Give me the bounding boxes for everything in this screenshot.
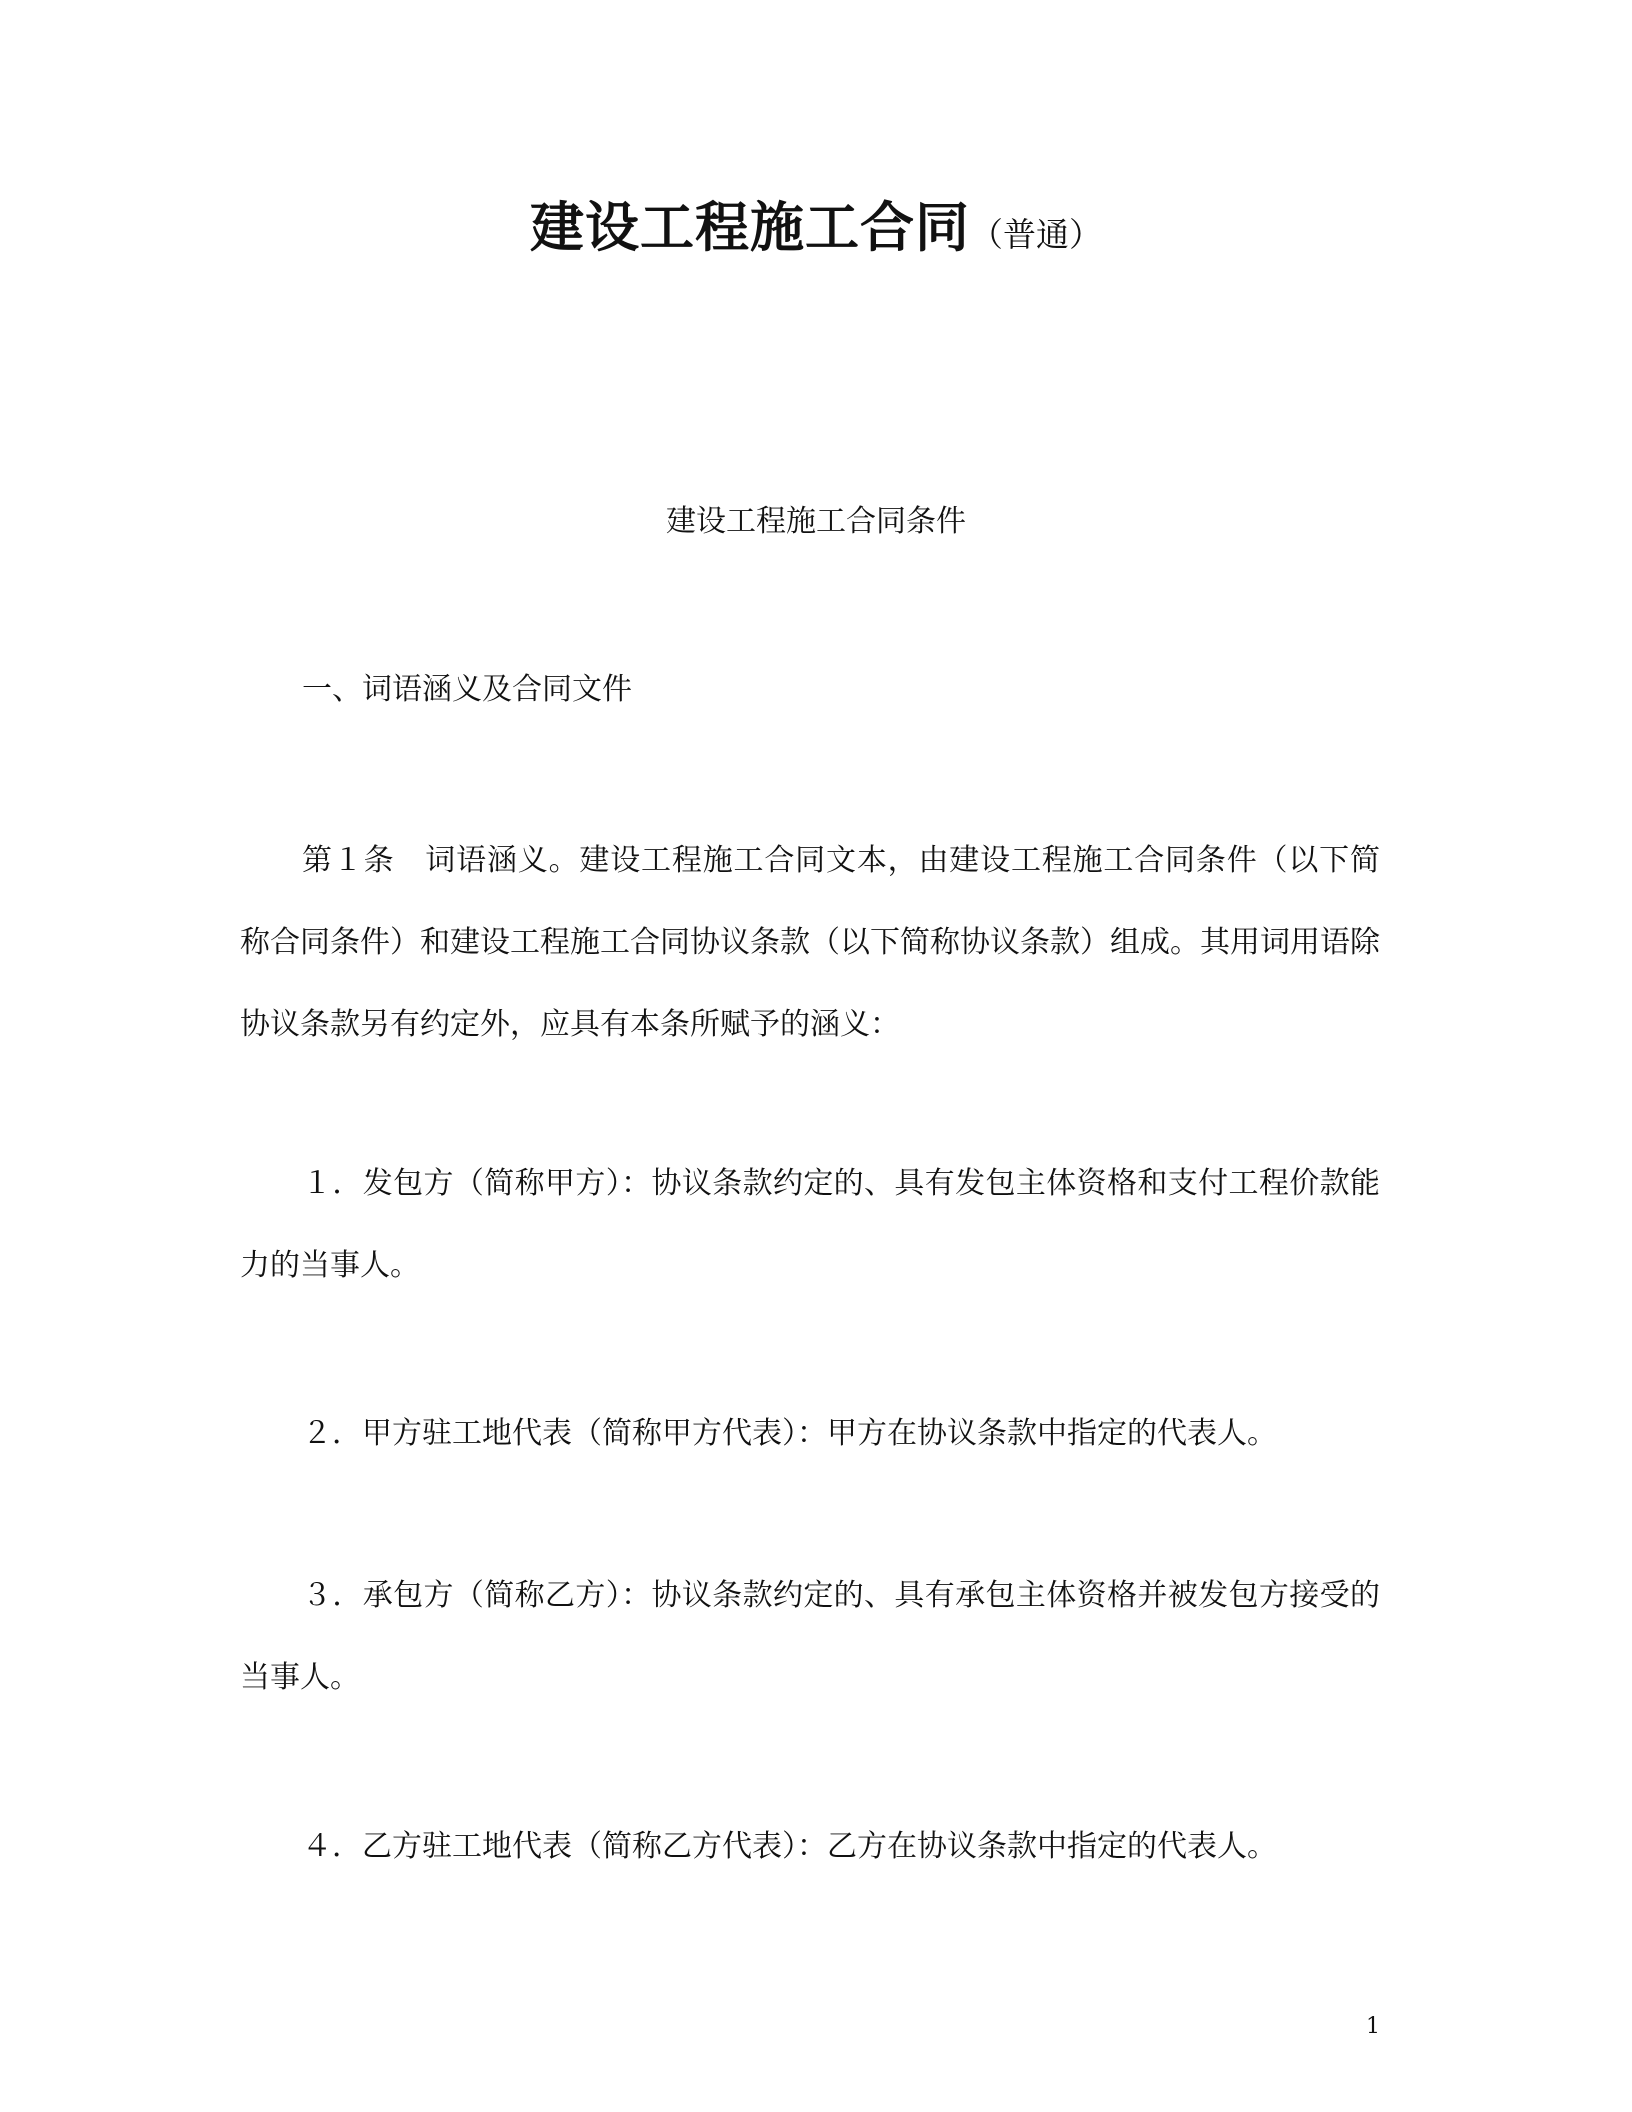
title-main: 建设工程施工合同 — [530, 196, 970, 259]
paragraph-article-1: 第１条 词语涵义。建设工程施工合同文本，由建设工程施工合同条件（以下简称合同条件）和建设工程施工合同协议条款（以下简称协议条款）组成。其用词用语除协议条款另有约定外，应具有本条所赋予的涵义： — [240, 843, 1380, 1042]
document-title — [0, 188, 1632, 281]
paragraph-item-3: ３．承包方（简称乙方）：协议条款约定的、具有承包主体资格并被发包方接受的当事人。 — [240, 1578, 1380, 1695]
section-heading: 一、词语涵义及合同文件 — [302, 672, 632, 707]
paragraph-item-1: １．发包方（简称甲方）：协议条款约定的、具有发包主体资格和支付工程价款能力的当事人。 — [240, 1166, 1380, 1283]
title-note: （普通） — [970, 215, 1102, 254]
paragraph-item-2: ２．甲方驻工地代表（简称甲方代表）：甲方在协议条款中指定的代表人。 — [302, 1416, 1277, 1451]
paragraph-item-4: ４．乙方驻工地代表（简称乙方代表）：乙方在协议条款中指定的代表人。 — [302, 1829, 1277, 1864]
page-number: 1 — [1366, 2014, 1380, 2039]
document-subtitle: 建设工程施工合同条件 — [666, 504, 966, 539]
